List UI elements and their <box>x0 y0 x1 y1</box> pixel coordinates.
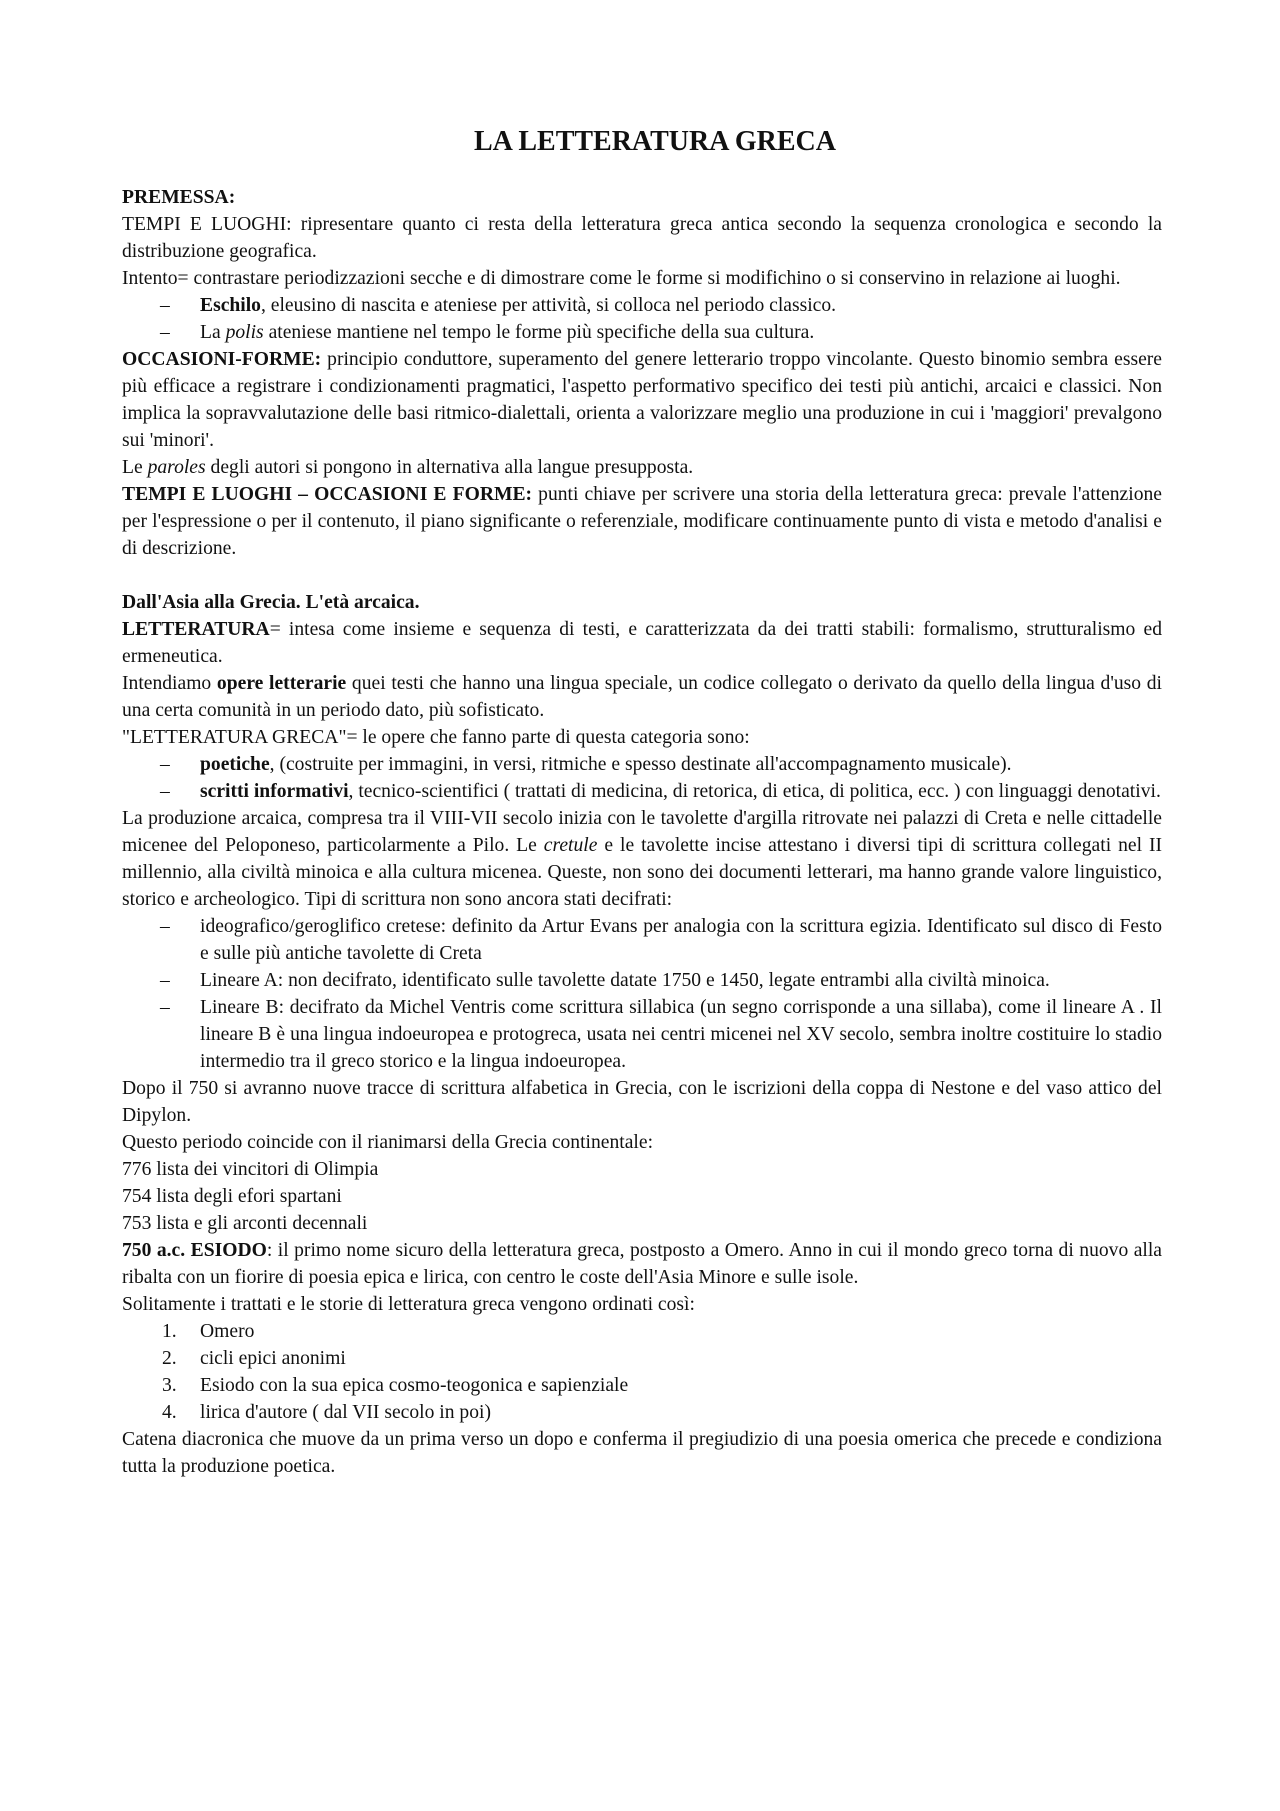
occasioni-forme-paragraph: OCCASIONI-FORME: principio conduttore, superamento del genere letterario troppo vincolante. Questo binomio sembra essere più efficace a registrare i condizionamenti pragmatici, l'aspetto performativo specifico dei testi più antichi, arcaici e classici. Non implica la sopravvalutazione delle basi ritmico-dialettali, orienta a valorizzare meglio una produzione in cui i 'maggiori' prevalgono sui 'minori'. <box>122 349 1162 451</box>
list-item: 4. lirica d'autore ( dal VII secolo in poi) <box>162 1402 491 1423</box>
list-item: – ideografico/geroglifico cretese: definito da Artur Evans per analogia con la scrittura egizia. Identificato sul disco di Festo e sulle più antiche tavolette di Creta <box>160 916 1162 964</box>
page-title: LA LETTERATURA GRECA <box>473 126 836 157</box>
premessa-bullet-list <box>122 292 1162 346</box>
premessa-paragraph-2: Intento= contrastare periodizzazioni secche e di dimostrare come le forme si modifichino o si conservino in relazione ai luoghi. <box>122 268 1121 289</box>
tempi-occasioni-paragraph: TEMPI E LUOGHI – OCCASIONI E FORME: punti chiave per scrivere una storia della letteratura greca: prevale l'attenzione per l'espressione o per il contenuto, il piano significante o referenziale, modificare continuamente punto di vista e metodo d'analisi e di descrizione. <box>122 484 1162 559</box>
premessa-heading: PREMESSA: <box>122 187 236 208</box>
premessa-paragraph-1: TEMPI E LUOGHI: ripresentare quanto ci resta della letteratura greca antica secondo la sequenza cronologica e secondo la distribuzione geografica. <box>122 214 1162 262</box>
document-body <box>122 124 1162 1480</box>
scrittura-alfabetica-paragraph: Dopo il 750 si avranno nuove tracce di scrittura alfabetica in Grecia, con le iscrizioni della coppa di Nestone e del vaso attico del Dipylon. <box>122 1078 1162 1126</box>
list-item: 1. Omero <box>162 1321 255 1342</box>
list-item: 3. Esiodo con la sua epica cosmo-teogonica e sapienziale <box>162 1375 629 1396</box>
list-item: – scritti informativi, tecnico-scientifici ( trattati di medicina, di retorica, di etica, di politica, ecc. ) con linguaggi denotativi. <box>160 781 1161 802</box>
list-item: – La polis ateniese mantiene nel tempo le forme più specifiche della sua cultura. <box>160 322 815 343</box>
scritture-list <box>122 913 1162 1075</box>
esiodo-paragraph: 750 a.c. ESIODO: il primo nome sicuro della letteratura greca, postposto a Omero. Anno in cui il mondo greco torna di nuovo alla ribalta con un fiorire di poesia epica e lirica, con centro le coste dell'Asia Minore e sulle isole. <box>122 1240 1163 1288</box>
arcaica-heading: Dall'Asia alla Grecia. L'età arcaica. <box>122 592 420 613</box>
letteratura-paragraph: LETTERATURA= intesa come insieme e sequenza di testi, e caratterizzata da dei tratti stabili: formalismo, strutturalismo ed ermeneutica. <box>122 619 1162 667</box>
ordinamento-paragraph: Solitamente i trattati e le storie di letteratura greca vengono ordinati così: <box>122 1294 695 1315</box>
letteratura-greca-paragraph: "LETTERATURA GRECA"= le opere che fanno parte di questa categoria sono: <box>122 727 750 748</box>
list-item: 2. cicli epici anonimi <box>162 1348 346 1369</box>
list-item: – poetiche, (costruite per immagini, in versi, ritmiche e spesso destinate all'accompagnamento musicale). <box>160 754 1012 775</box>
opere-categories-list <box>122 751 1162 805</box>
list-item: – Lineare A: non decifrato, identificato sulle tavolette datate 1750 e 1450, legate entrambi alla civiltà minoica. <box>160 970 1050 991</box>
produzione-arcaica-paragraph: La produzione arcaica, compresa tra il VIII-VII secolo inizia con le tavolette d'argilla ritrovate nei palazzi di Creta e nelle cittadelle micenee del Peloponeso, particolarmente a Pilo. Le cretule e le tavolette incise attestano i diversi tipi di scrittura collegati nel II millennio, alla civiltà minoica e alla cultura micenea. Queste, non sono dei documenti letterari, ma hanno grande valore linguistico, storico e archeologico. Tipi di scrittura non sono ancora stati decifrati: <box>122 808 1162 910</box>
section-spacer <box>122 562 1162 589</box>
date-line: 776 lista dei vincitori di Olimpia <box>122 1159 379 1180</box>
catena-diacronica-paragraph: Catena diacronica che muove da un prima verso un dopo e conferma il pregiudizio di una poesia omerica che precede e condiziona tutta la produzione poetica. <box>122 1429 1162 1477</box>
paroles-paragraph: Le paroles degli autori si pongono in alternativa alla langue presupposta. <box>122 457 694 478</box>
date-line: 753 lista e gli arconti decennali <box>122 1213 368 1234</box>
opere-letterarie-paragraph: Intendiamo opere letterarie quei testi che hanno una lingua speciale, un codice collegato o derivato da quello della lingua d'uso di una certa comunità in un periodo dato, più sofisticato. <box>122 673 1162 721</box>
date-line: 754 lista degli efori spartani <box>122 1186 342 1207</box>
list-item: – Lineare B: decifrato da Michel Ventris come scrittura sillabica (un segno corrisponde a una sillaba), come il lineare A . Il lineare B è una lingua indoeuropea e protogreca, usata nei centri micenei nel XV secolo, sembra inoltre costituire lo stadio intermedio tra il greco storico e la lingua indoeuropea. <box>160 997 1162 1072</box>
ordinamento-list <box>122 1318 1162 1426</box>
list-item: – Eschilo, eleusino di nascita e ateniese per attività, si colloca nel periodo classico. <box>160 295 837 316</box>
grecia-continentale-paragraph: Questo periodo coincide con il rianimarsi della Grecia continentale: <box>122 1132 654 1153</box>
tempi-luoghi-label: TEMPI E LUOGHI: <box>122 214 292 235</box>
